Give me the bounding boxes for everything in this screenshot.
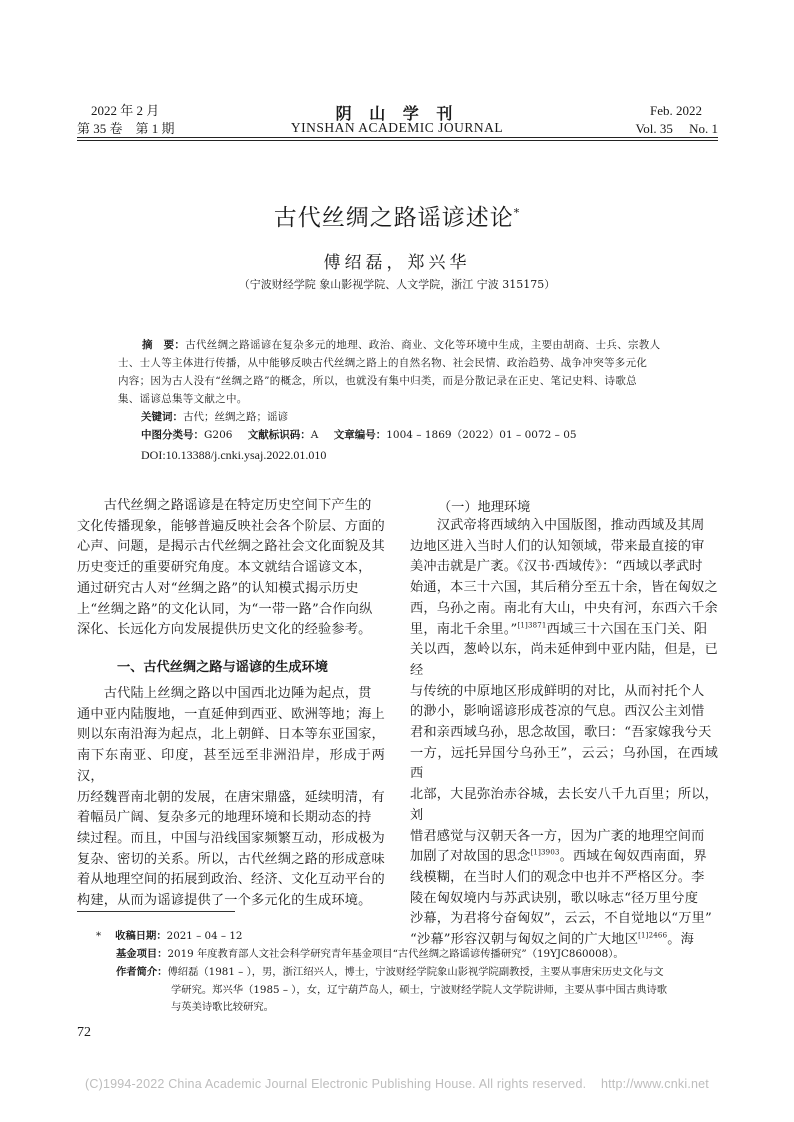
- text-line: 的渺小，影响谣谚形成苍凉的气息。西汉公主刘惜: [410, 704, 705, 720]
- keywords: [141, 408, 288, 426]
- header-date: 2022 年 2 月: [91, 103, 160, 118]
- text-line: 历经魏晋南北朝的发展，在唐宋鼎盛，延续明清，有: [77, 789, 385, 805]
- text-line: 一方，远托异国兮乌孙王”，云云；乌孙国，在西域西: [410, 745, 718, 782]
- footnote-received: [96, 928, 242, 946]
- clc-value: G206: [204, 429, 233, 441]
- article-title: [197, 199, 597, 232]
- footnote-rule: [77, 911, 235, 912]
- text-line: 汉武帝将西域纳入中国版图，推动西域及其周: [410, 518, 705, 533]
- text-line: 历史变迁的重要研究角度。本文就结合谣谚文本，: [77, 560, 372, 576]
- bio-line-2: 学研究。郑兴华（1985 – ），女，辽宁葫芦岛人，硕士，宁波财经学院人文学院讲师，主要从事中国古典诗歌: [171, 983, 668, 996]
- text-line: 关以西，葱岭以东，尚未延伸到中亚内陆，但是，已经: [410, 642, 718, 678]
- text-line: 着幅员广阔、复杂多元的地理环境和长期动态的持: [77, 810, 372, 826]
- text-line: 南下东南亚、印度，甚至远至非洲沿岸，形成于两汉，: [77, 748, 385, 784]
- abstract-line-1: 摘 要：古代丝绸之路谣谚在复杂多元的地理、政治、商业、文化等环境中生成，主要由胡商、士兵、宗教人: [142, 339, 661, 351]
- header-rule-top: [77, 137, 718, 138]
- article-affiliation: （宁波财经学院 象山影视学院、人文学院，浙江 宁波 315175）: [238, 278, 556, 291]
- text-line: 则以东南沿海为起点，北上朝鲜、日本等东亚国家，: [77, 727, 385, 743]
- article-authors: 傅绍磊，郑兴华: [323, 253, 471, 273]
- text-line: 文化传播现象，能够普遍反映社会各个阶层、方面的: [77, 518, 385, 534]
- text-line: 沙幕，为君将兮奋匈奴”，云云，不自觉地以“万里”: [410, 911, 712, 927]
- keywords-label: 关键词：: [141, 411, 183, 423]
- clc-label: 中图分类号：: [141, 429, 204, 441]
- text-line: 深化、长远化方向发展提供历史文化的经验参考。: [77, 622, 372, 638]
- text-line: 与传统的中原地区形成鲜明的对比，从而衬托个人: [410, 683, 705, 699]
- received-date: 2021 – 04 – 12: [166, 930, 243, 942]
- header-volume: 第 35 卷 第 1 期: [77, 121, 175, 136]
- bio-line-3: 与英美诗歌比较研究。: [171, 1001, 274, 1013]
- section-heading: 一、古代丝绸之路与谣谚的生成环境: [117, 660, 328, 675]
- page-number: 72: [77, 1025, 91, 1040]
- text-line: 构建，从而为谣谚提供了一个多元化的生成环境。: [77, 893, 372, 909]
- text-line: 西，乌孙之南。南北有大山，中央有河，东西六千余: [410, 600, 718, 616]
- article-title-text: 古代丝绸之路谣谚述论: [273, 205, 514, 231]
- classification: [141, 426, 577, 444]
- text-line: 边地区进入当时人们的认知领域，带来最直接的审: [410, 538, 705, 554]
- doc-code-label: 文献标识码：: [247, 429, 311, 441]
- received-label: 收稿日期：: [115, 930, 167, 942]
- text-line: 心声、问题，是揭示古代丝绸之路社会文化面貌及其: [77, 539, 385, 555]
- doc-code-value: A: [310, 429, 319, 441]
- subsection-heading: （一）地理环境: [438, 500, 531, 515]
- text-line: 通中亚内陆腹地，一直延伸到西亚、欧洲等地；海上: [77, 706, 385, 722]
- article-no-label: 文章编号：: [333, 429, 387, 441]
- geography-paragraph: [410, 516, 718, 951]
- text-line: 君和亲西域乌孙，思念故国，歌曰：“吾家嫁我兮天: [410, 725, 712, 741]
- text-line: 古代陆上丝绸之路以中国西北边陲为起点，贯: [77, 686, 372, 701]
- doi: DOI:10.13388/j.cnki.ysaj.2022.01.010: [141, 448, 327, 462]
- header-volume-en: Vol. 35 No. 1: [635, 121, 718, 136]
- text-line: “沙幕”形容汉朝与匈奴之间的广大地区$^{[1]2466}$。海: [410, 931, 695, 948]
- text-line: 线模糊，在当时人们的观念中也并不严格区分。李: [410, 869, 705, 885]
- footnote-star: *: [96, 930, 102, 942]
- article-no-value: 1004 – 1869（2022）01 – 0072 – 05: [386, 429, 577, 441]
- keywords-value: 古代；丝绸之路；谣谚: [183, 411, 288, 423]
- abstract-line-3: 内容；因为古人没有“丝绸之路”的概念，所以，也就没有集中归类，而是分散记录在正史、笔记史料、诗歌总: [118, 375, 637, 387]
- citation-marker: [1]3871: [517, 621, 547, 630]
- journal-name-cn: 阴 山 学 刊: [335, 104, 459, 123]
- journal-name-en: YINSHAN ACADEMIC JOURNAL: [290, 120, 504, 135]
- fund-label: 基金项目：: [116, 948, 168, 960]
- abstract-label: 摘 要：: [142, 339, 186, 351]
- text-line: 始通，本三十六国，其后稍分至五十余，皆在匈奴之: [410, 580, 718, 596]
- section1-paragraph: [77, 684, 385, 912]
- text-line: 里，南北千余里。”$^{[1]3871}$西域三十六国在玉门关、阳: [410, 621, 708, 637]
- intro-paragraph: [77, 496, 385, 641]
- text-line: 续过程。而且，中国与沿线国家频繁互动，形成极为: [77, 830, 385, 846]
- text-line: 加剧了对故国的思念$^{[1]3903}$。西域在匈奴西南面，界: [410, 848, 707, 865]
- text-line: 北部，大昆弥治赤谷城，去长安八千九百里；所以，刘: [410, 787, 718, 823]
- bio-line-1: 作者简介：傅绍磊（1981 – ），男，浙江绍兴人，博士，宁波财经学院象山影视学院副教授，主要从事唐宋历史文化与文: [116, 966, 664, 978]
- text-line: 古代丝绸之路谣谚是在特定历史空间下产生的: [77, 498, 372, 513]
- text-line: 惜君感觉与汉朝天各一方，因为广袤的地理空间而: [410, 828, 705, 844]
- header-rule-bottom: [77, 140, 718, 141]
- header-date-en: Feb. 2022: [650, 103, 702, 118]
- abstract: [118, 336, 678, 408]
- bio-label: 作者简介：: [116, 966, 168, 978]
- abstract-line-4: 集、谣谚总集等文献之中。: [118, 393, 248, 405]
- text-line: 美冲击就是广袤。《汉书·西域传》：“西域以孝武时: [410, 559, 703, 575]
- fund-text: 2019 年度教育部人文社会科学研究青年基金项目“古代丝绸之路谣谚传播研究”（19YJC860008）。: [167, 948, 624, 960]
- text-line: 陵在匈奴境内与苏武诀别，歌以咏志“径万里兮度: [410, 890, 699, 906]
- title-footnote-mark: *: [513, 206, 521, 220]
- citation-marker: [1]2466: [638, 931, 668, 940]
- text-line: 上“丝绸之路”的文化认同，为“一带一路”合作向纵: [77, 601, 373, 617]
- citation-marker: [1]3903: [530, 848, 560, 857]
- text-line: 通过研究古人对“丝绸之路”的认知模式揭示历史: [77, 580, 359, 596]
- copyright-watermark: (C)1994-2022 China Academic Journal Electronic Publishing House. All rights reserved. http://www.cnki.net: [85, 1077, 709, 1091]
- text-line: 复杂、密切的关系。所以，古代丝绸之路的形成意味: [77, 851, 385, 867]
- text-line: 着从地理空间的拓展到政治、经济、文化互动平台的: [77, 872, 385, 888]
- footnote-fund: [116, 946, 718, 964]
- abstract-line-2: 士、士人等主体进行传播，从中能够反映古代丝绸之路上的自然名物、社会民情、政治趋势、战争冲突等多元化: [118, 357, 648, 369]
- footnote-bio: [116, 964, 718, 1017]
